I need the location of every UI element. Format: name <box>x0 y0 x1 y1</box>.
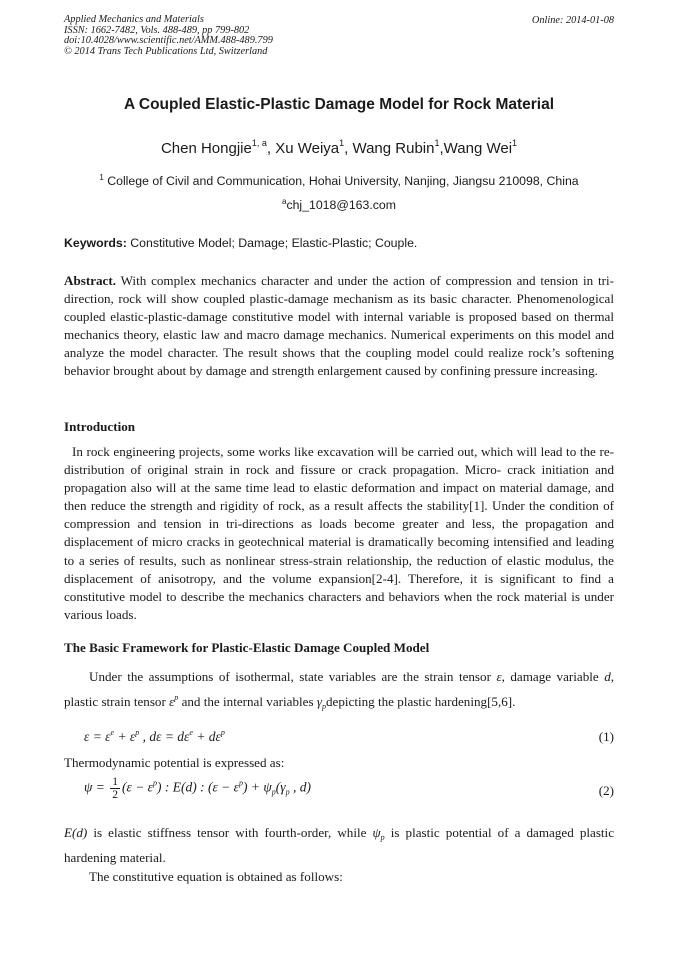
affiliation-text: College of Civil and Communication, Hohai University, Nanjing, Jiangsu 210098, China <box>107 174 579 188</box>
affiliation <box>0 174 678 188</box>
equation-2: ψ = $\frac{1}{2}$ $(\varepsilon - \varepsilon^p)$ : E(d) : $(\varepsilon - \varepsilon^p) + \psi_p(\gamma_p$ , d) <box>84 776 311 801</box>
framework-paragraph-2: E(d) is elastic stiffness tensor with fourth-order, while $\psi_p$ is plastic potential of a damaged plastic hardening material. <box>64 825 615 865</box>
symbol-plastic-strain: $\varepsilon^p$ <box>169 693 179 709</box>
author-name: Chen Hongjie <box>160 140 252 157</box>
author-affil-mark: 1 <box>512 138 518 148</box>
journal-name: Applied Mechanics and Materials <box>64 14 204 25</box>
paper-title: A Coupled Elastic-Plastic Damage Model for Rock Material <box>123 96 555 113</box>
email-address[interactable]: chj_1018@163.com <box>286 198 396 212</box>
keywords-label: Keywords: <box>64 236 127 250</box>
author-name: Wang Wei <box>443 140 513 157</box>
equation-1-number: (1) <box>598 729 614 744</box>
author-affil-mark: 1 <box>434 138 440 148</box>
symbol-stiffness-tensor: E(d) <box>64 825 88 840</box>
online-date: Online: 2014-01-08 <box>531 15 614 26</box>
symbol-epsilon: ε <box>496 669 502 684</box>
symbol-psi-p: $\psi_p$ <box>372 825 385 842</box>
introduction-paragraph: In rock engineering projects, some works like excavation will be carried out, which will lead to the re-distribution of original strain in rock and fissure or crack propagation. Micro- crack initiation and propagation also will at the same time lead to elastic deformation and impact on material damage, and then reduce the strength and rigidity of rock, as a result affects the stability[1]. Under the condition of compression and tension in tri-directions as loads become greater and less, the propagation and displacement of micro cracks in geotechnical material is dramatically becoming intensified and leading to a series of results, such as nonlinear stress-strain relationship, the reduction of elastic modulus, the displacement of anisotropy, and the volume expansion[2-4]. Therefore, it is significant to find a constitutive model to describe the mechanics characters and behaviors when the rock material is under various loads. <box>64 444 614 622</box>
journal-doi[interactable]: doi:10.4028/www.scientific.net/AMM.488-489.799 <box>64 35 273 47</box>
journal-header <box>64 15 273 57</box>
author-affil-mark: 1 <box>339 138 345 148</box>
author-name: Wang Rubin <box>352 140 435 157</box>
equation-1: $\varepsilon = \varepsilon^e + \varepsilon^p$ , $d\varepsilon = d\varepsilon^e + d\varepsilon^p$ <box>84 728 225 744</box>
abstract-text: With complex mechanics character and under the action of compression and tension in tri-direction, rock will show coupled plastic-damage mechanism as its basic character. Phenomenological coupled elastic-plastic-damage constitutive model with internal variable is proposed based on thermal mechanics theory, elastic law and macro damage mechanics. Numerical experiments on this model and analyze the model character. The result shows that the coupling model could realize rock’s softening behavior brought about by damage and strength enlargement caused by confining pressure increasing. <box>64 273 614 379</box>
framework-paragraph-1: Under the assumptions of isothermal, state variables are the strain tensor ε, damage variable d, plastic strain tensor $\varepsilon^p$ and the internal variables $\gamma_pdepicting$ the plastic hardening[5,6]. <box>64 669 615 711</box>
keywords <box>64 236 417 250</box>
author-email <box>0 198 678 212</box>
symbol-d: d <box>604 669 611 684</box>
symbol-gamma-p: $\gamma_p$ <box>316 694 326 711</box>
framework-heading: The Basic Framework for Plastic-Elastic Damage Coupled Model <box>64 640 430 655</box>
journal-copyright: © 2014 Trans Tech Publications Ltd, Switzerland <box>64 45 268 57</box>
abstract-paragraph <box>64 272 614 381</box>
journal-issn: ISSN: 1662-7482, Vols. 488-489, pp 799-802 <box>64 24 250 36</box>
framework-paragraph-3: The constitutive equation is obtained as follows: <box>89 869 343 884</box>
abstract-label: Abstract. <box>64 273 116 288</box>
author-name: Xu Weiya <box>275 140 340 157</box>
email-mark: a <box>281 197 287 206</box>
thermo-text: Thermodynamic potential is expressed as: <box>64 755 285 770</box>
introduction-heading: Introduction <box>64 419 136 434</box>
keywords-text: Constitutive Model; Damage; Elastic-Plastic; Couple. <box>130 236 418 250</box>
author-affil-mark: 1, a <box>251 138 267 148</box>
author-list: Chen Hongjie$^{1, a}$, Xu Weiya$^1$, Wang Rubin$^1$,Wang Wei$^1$ <box>160 138 518 157</box>
affiliation-mark: 1 <box>99 173 104 182</box>
equation-2-number: (2) <box>598 783 614 798</box>
